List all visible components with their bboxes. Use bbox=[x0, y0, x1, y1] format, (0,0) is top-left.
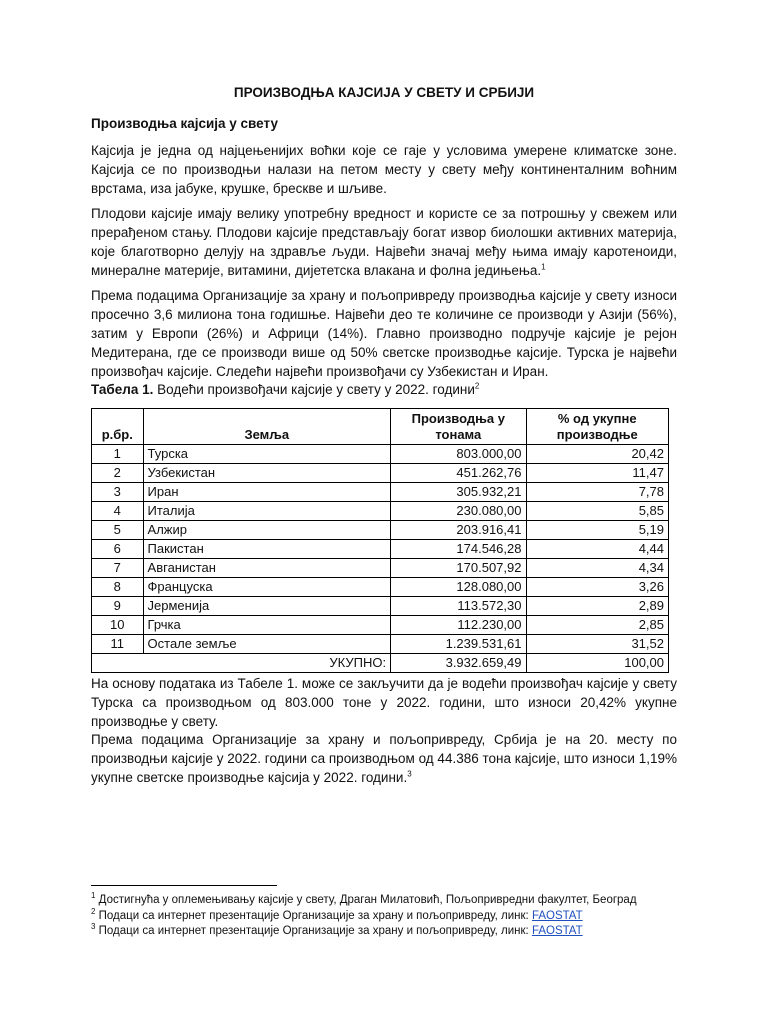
cell-percent: 5,19 bbox=[526, 521, 669, 540]
paragraph-table-conclusion-text: На основу података из Табеле 1. може се закључити да је водећи произвођач кајсије у свету Турска са производњом од 803.000 тоне у 2022. години, што износи 20,42% укупне производње у свету. bbox=[91, 676, 677, 729]
cell-country: Авганистан bbox=[143, 559, 391, 578]
cell-rank: 5 bbox=[92, 521, 144, 540]
total-label: УКУПНО: bbox=[92, 654, 391, 673]
cell-rank: 7 bbox=[92, 559, 144, 578]
total-percent: 100,00 bbox=[526, 654, 669, 673]
cell-production: 203.916,41 bbox=[391, 521, 526, 540]
production-table bbox=[91, 408, 669, 673]
cell-percent: 4,44 bbox=[526, 540, 669, 559]
footnotes bbox=[91, 893, 637, 940]
footnote-text: Достигнућа у оплемењивању кајсије у свету, Драган Милатовић, Пољопривредни факултет, Београд bbox=[95, 894, 637, 906]
cell-production: 112.230,00 bbox=[391, 616, 526, 635]
table-total-row bbox=[92, 654, 669, 673]
table-row bbox=[92, 502, 669, 521]
footnote-2 bbox=[91, 906, 637, 925]
header-country: Земља bbox=[143, 409, 391, 445]
cell-rank: 2 bbox=[92, 464, 144, 483]
paragraph-table-conclusion bbox=[91, 674, 677, 731]
header-production: Производња у тонама bbox=[391, 409, 526, 445]
table-caption-text: Водећи произвођачи кајсије у свету у 2022. години bbox=[153, 382, 475, 397]
footnote-number: 1 bbox=[91, 891, 96, 901]
document-title: ПРОИЗВОДЊА КАЈСИЈА У СВЕТУ И СРБИЈИ bbox=[233, 85, 535, 100]
paragraph-nutrition bbox=[91, 204, 677, 280]
cell-percent: 31,52 bbox=[526, 635, 669, 654]
table-row bbox=[92, 559, 669, 578]
table-row bbox=[92, 578, 669, 597]
cell-rank: 8 bbox=[92, 578, 144, 597]
cell-country: Иран bbox=[143, 483, 391, 502]
cell-production: 305.932,21 bbox=[391, 483, 526, 502]
paragraph-serbia bbox=[91, 730, 677, 787]
cell-percent: 2,85 bbox=[526, 616, 669, 635]
table-row bbox=[92, 464, 669, 483]
cell-percent: 7,78 bbox=[526, 483, 669, 502]
cell-percent: 3,26 bbox=[526, 578, 669, 597]
table-row bbox=[92, 597, 669, 616]
cell-country: Јерменија bbox=[143, 597, 391, 616]
paragraph-intro-text: Кајсија је једна од најцењенијих воћки које се гаје у условима умерене климатске зоне. Кајсија се по производњи налази на петом месту у свету међу континенталним воћним врстама, иза јабуке, крушке, бресквe и шљиве. bbox=[91, 143, 677, 196]
table-caption bbox=[91, 382, 479, 397]
cell-rank: 1 bbox=[92, 445, 144, 464]
footnote-ref-2[interactable]: 2 bbox=[474, 381, 480, 391]
cell-rank: 9 bbox=[92, 597, 144, 616]
table-row bbox=[92, 445, 669, 464]
cell-country: Италија bbox=[143, 502, 391, 521]
cell-country: Турска bbox=[143, 445, 391, 464]
section-heading: Производња кајсија у свету bbox=[91, 116, 278, 131]
paragraph-nutrition-text: Плодови кајсије имају велику употребну вредност и користе се за потрошњу у свежем или прерађеном стању. Плодови кајсије представљају богат извор биолошки активних материја, које благотворно делују на здравље људи. Највећи значај међу њима имају каротеноиди, минералне материје, витамини, дијететска влакана и фолна једињења. bbox=[91, 206, 677, 278]
cell-country: Француска bbox=[143, 578, 391, 597]
cell-country: Грчка bbox=[143, 616, 391, 635]
cell-production: 230.080,00 bbox=[391, 502, 526, 521]
paragraph-serbia-text: Према подацима Организације за храну и пољопривреду, Србија је на 20. месту по производњи кајсије у 2022. години са производњом од 44.386 тона кајсије, што износи 1,19% укупне светске производње кајсија у 2022. години. bbox=[91, 732, 677, 785]
footnote-3 bbox=[91, 924, 637, 940]
footnote-1 bbox=[91, 893, 637, 909]
faostat-link[interactable]: FAOSTAT bbox=[531, 925, 583, 937]
cell-percent: 20,42 bbox=[526, 445, 669, 464]
footnote-ref-3[interactable]: 3 bbox=[407, 769, 412, 779]
table-body bbox=[92, 445, 669, 654]
table-row bbox=[92, 540, 669, 559]
cell-rank: 4 bbox=[92, 502, 144, 521]
cell-production: 1.239.531,61 bbox=[391, 635, 526, 654]
faostat-link[interactable]: FAOSTAT bbox=[531, 909, 583, 922]
table-header-row bbox=[92, 409, 669, 445]
table-row bbox=[92, 616, 669, 635]
cell-percent: 4,34 bbox=[526, 559, 669, 578]
cell-percent: 2,89 bbox=[526, 597, 669, 616]
footnote-number: 2 bbox=[91, 906, 96, 916]
cell-production: 170.507,92 bbox=[391, 559, 526, 578]
cell-production: 128.080,00 bbox=[391, 578, 526, 597]
table-row bbox=[92, 635, 669, 654]
cell-production: 113.572,30 bbox=[391, 597, 526, 616]
paragraph-world-production-text: Према подацима Организације за храну и пољопривреду производња кајсије у свету износи просечно 3,6 милиона тона годишње. Највећи део те количине се производи у Азији (56%), затим у Европи (26%) и Африци (14%). Главно производно подручје кајсије је рејон Медитерана, где се производи више од 50% светске производње кајсије. Турска је највећи произвођач кајсије. Следећи највећи произвођачи су Узбекистан и Иран. bbox=[91, 288, 677, 379]
cell-production: 451.262,76 bbox=[391, 464, 526, 483]
table-row bbox=[92, 483, 669, 502]
cell-country: Алжир bbox=[143, 521, 391, 540]
cell-percent: 5,85 bbox=[526, 502, 669, 521]
table-row bbox=[92, 521, 669, 540]
footnote-number: 3 bbox=[91, 922, 96, 932]
cell-rank: 6 bbox=[92, 540, 144, 559]
total-production: 3.932.659,49 bbox=[391, 654, 526, 673]
cell-production: 174.546,28 bbox=[391, 540, 526, 559]
cell-country: Остале земље bbox=[143, 635, 391, 654]
header-percent: % од укупне производње bbox=[526, 409, 669, 445]
cell-production: 803.000,00 bbox=[391, 445, 526, 464]
paragraph-intro bbox=[91, 141, 677, 198]
cell-rank: 11 bbox=[92, 635, 144, 654]
cell-country: Пакистан bbox=[143, 540, 391, 559]
cell-rank: 3 bbox=[92, 483, 144, 502]
cell-country: Узбекистан bbox=[143, 464, 391, 483]
footnote-separator bbox=[91, 885, 277, 886]
footnote-ref-1[interactable]: 1 bbox=[541, 262, 546, 272]
footnote-text: Подаци са интернет презентације Организације за храну и пољопривреду, линк: bbox=[95, 925, 532, 937]
header-rank: р.бр. bbox=[92, 409, 144, 445]
cell-rank: 10 bbox=[92, 616, 144, 635]
footnote-text: Подаци са интернет презентације Организације за храну и пољопривреду, линк: bbox=[95, 909, 532, 922]
paragraph-world-production bbox=[91, 286, 677, 381]
cell-percent: 11,47 bbox=[526, 464, 669, 483]
table-caption-label: Табела 1. bbox=[91, 382, 154, 397]
